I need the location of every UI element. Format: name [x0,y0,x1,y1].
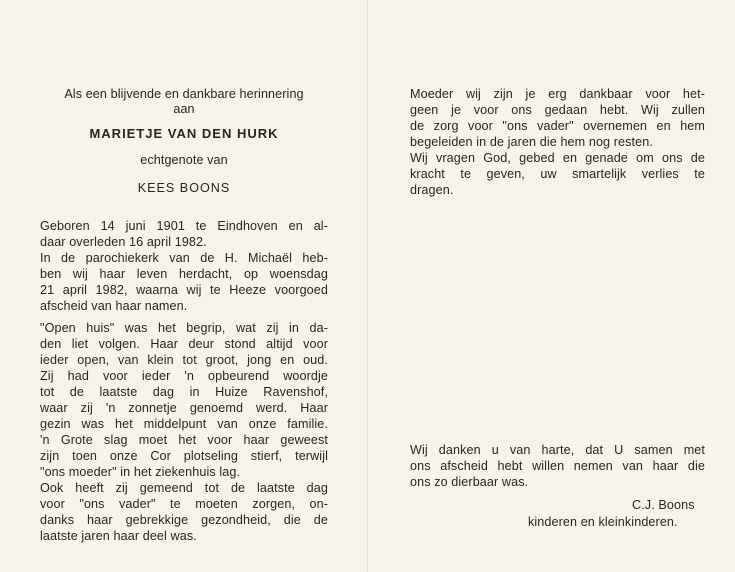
paragraph-line: laatste jaren haar deel was. [40,529,197,543]
paragraph-line: ieder open, van klein tot groot, jong en oud. [40,353,328,367]
paragraph-line: "Open huis" was het begrip, wat zij in da- [40,321,328,335]
spouse-label: echtgenote van [140,153,228,167]
paragraph-line: Wij vragen God, gebed en genade om ons de [410,151,705,165]
paragraph-line: voor "ons vader" te moeten zorgen, on- [40,497,328,511]
birth-death-paragraph [40,218,328,314]
paragraph-line: waar zij 'n zonnetje genoemd werd. Haar [40,401,328,415]
paragraph-line: dragen. [410,183,454,197]
paragraph-line: Wij danken u van harte, dat U samen met [410,443,705,457]
paragraph-line: In de parochiekerk van de H. Michaël heb- [40,251,328,265]
paragraph-line: de zorg voor "ons vader" overnemen en hem [410,119,705,133]
paragraph-line: Zij had voor ieder 'n opbeurend woordje [40,369,328,383]
paragraph-line: 'n Grote slag moet het voor haar geweest [40,433,328,447]
aan-line: aan [173,102,195,116]
paragraph-line: tot de laatste dag in Huize Ravenshof, [40,385,328,399]
intro-line: Als een blijvende en dankbare herinnering [64,87,304,101]
paragraph-line: gezin was het middelpunt van onze familie. [40,417,328,431]
signature-family: kinderen en kleinkinderen. [528,515,678,529]
paragraph-line: Ook heeft zij gemeend tot de laatste dag [40,481,328,495]
paragraph-line: afscheid van haar namen. [40,299,188,313]
signature-name: C.J. Boons [632,498,695,512]
paragraph-line: begeleiden in de jaren die hem nog resten. [410,135,653,149]
paragraph-line: daar overleden 16 april 1982. [40,235,207,249]
life-paragraph [40,320,328,544]
paragraph-line: ons zo dierbaar was. [410,475,529,489]
paragraph-line: danks haar gebrekkige gezondheid, die de [40,513,328,527]
paragraph-line: ben wij haar leven herdacht, op woensdag [40,267,328,281]
paragraph-line: den liet volgen. Haar deur stond altijd voor [40,337,328,351]
spouse-name: KEES BOONS [137,181,231,195]
paragraph-line: "ons moeder" in het ziekenhuis lag. [40,465,241,479]
gratitude-paragraph [410,86,705,198]
thanks-paragraph [410,442,705,490]
paragraph-line: Moeder wij zijn je erg dankbaar voor het- [410,87,705,101]
card-fold [367,0,368,572]
paragraph-line: zijn toen onze Cor plotseling stierf, terwijl [40,449,328,463]
paragraph-line: kracht te geven, uw smartelijk verlies te [410,167,705,181]
paragraph-line: ons afscheid hebt willen nemen van haar die [410,459,705,473]
paragraph-line: 21 april 1982, waarna wij te Heeze voorgoed [40,283,328,297]
paragraph-line: Geboren 14 juni 1901 te Eindhoven en al- [40,219,328,233]
deceased-name: MARIETJE VAN DEN HURK [89,126,279,141]
paragraph-line: geen je voor ons gedaan hebt. Wij zullen [410,103,705,117]
